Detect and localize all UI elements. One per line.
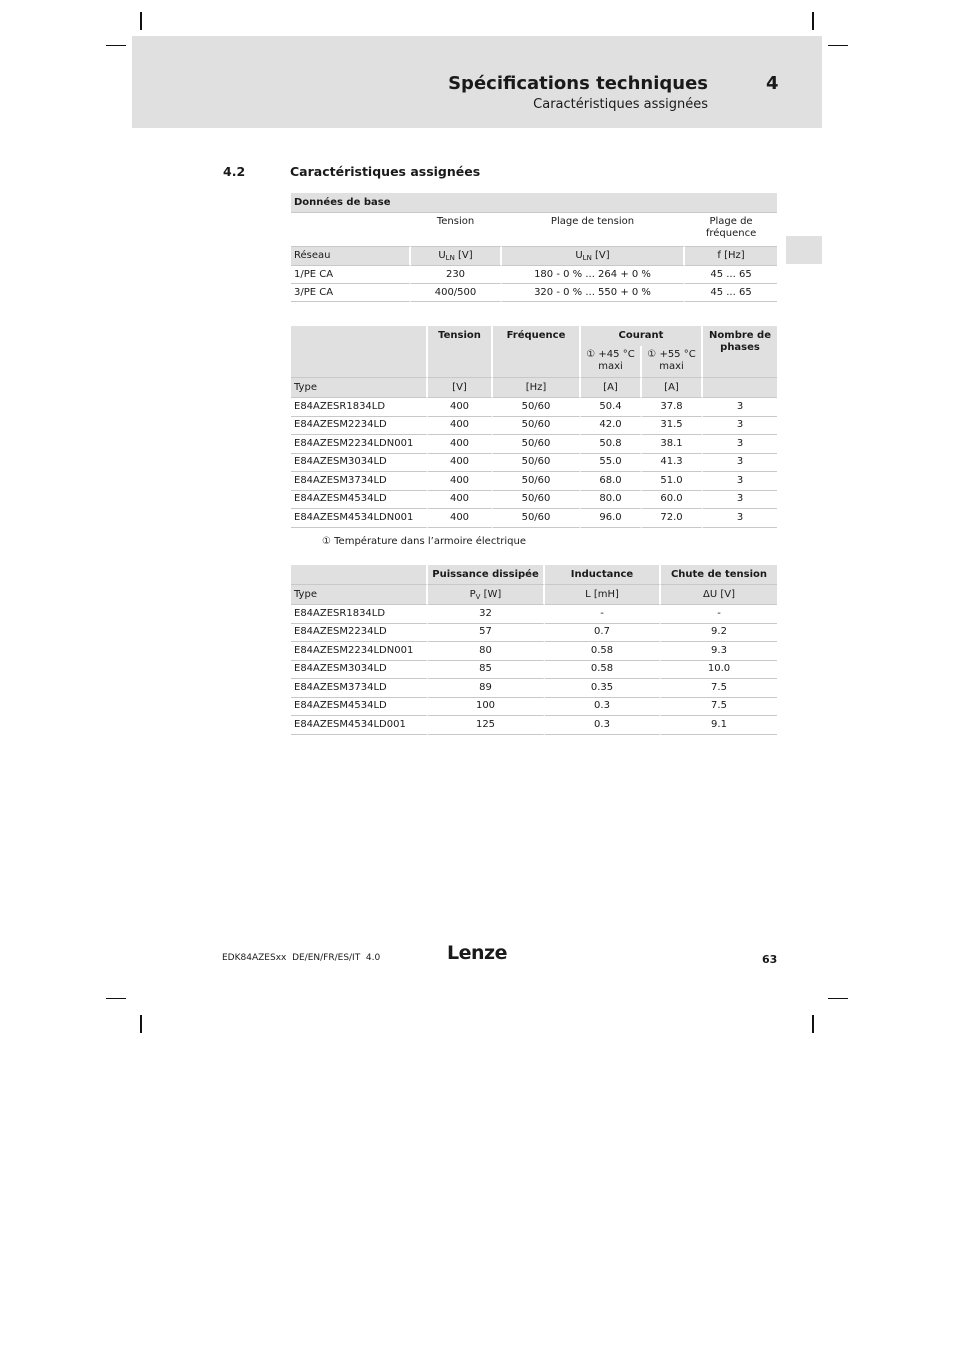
cell-current-55: 41.3 bbox=[642, 454, 703, 473]
header-type: Type bbox=[291, 378, 428, 398]
cell-tension: 230 bbox=[411, 266, 502, 284]
cell-voltage: 400 bbox=[428, 509, 493, 528]
cell-type: E84AZESM2234LDN001 bbox=[291, 642, 428, 661]
cell-type: E84AZESM3734LD bbox=[291, 679, 428, 698]
table-caption: Données de base bbox=[291, 193, 777, 213]
table-losses bbox=[291, 565, 777, 735]
cell-freq: 45 ... 65 bbox=[685, 284, 777, 302]
cell-type: E84AZESM2234LDN001 bbox=[291, 435, 428, 454]
unit-a: [A] bbox=[642, 378, 703, 398]
footnote: ① Température dans l’armoire électrique bbox=[322, 536, 526, 547]
unit-symbol: U bbox=[438, 250, 446, 261]
side-tab bbox=[786, 236, 822, 264]
unit-mh: L [mH] bbox=[545, 585, 661, 605]
section-number: 4.2 bbox=[223, 164, 246, 179]
table-row bbox=[291, 491, 777, 510]
cell-type: E84AZESM3734LD bbox=[291, 472, 428, 491]
unit-label: [V] bbox=[454, 250, 473, 261]
header-plage: Plage de tension bbox=[502, 213, 685, 247]
cell-inductance: 0.3 bbox=[545, 698, 661, 717]
cell-phases: 3 bbox=[703, 454, 777, 473]
cell-current-45: 50.8 bbox=[581, 435, 642, 454]
table-row bbox=[291, 398, 777, 417]
page-number: 63 bbox=[762, 953, 778, 966]
unit-v: [V] bbox=[428, 378, 493, 398]
table-base-data bbox=[291, 193, 777, 302]
crop-mark bbox=[828, 998, 848, 999]
cell-voltage-drop: 9.3 bbox=[661, 642, 777, 661]
table-row bbox=[291, 454, 777, 473]
header-cell-empty bbox=[291, 326, 428, 378]
cell-type: E84AZESM3034LD bbox=[291, 454, 428, 473]
unit-label: [V] bbox=[591, 250, 610, 261]
header-inductance: Inductance bbox=[545, 565, 661, 585]
cell-frequency: 50/60 bbox=[493, 509, 581, 528]
unit-subscript: LN bbox=[582, 254, 592, 262]
crop-mark bbox=[106, 998, 126, 999]
cell-voltage-drop: 9.1 bbox=[661, 716, 777, 735]
table-row bbox=[291, 266, 777, 284]
cell-voltage: 400 bbox=[428, 454, 493, 473]
cell-reseau: 1/PE CA bbox=[291, 266, 411, 284]
table-row bbox=[291, 509, 777, 528]
cell-current-55: 60.0 bbox=[642, 491, 703, 510]
cell-current-45: 42.0 bbox=[581, 417, 642, 436]
unit-empty bbox=[703, 378, 777, 398]
unit-label: [W] bbox=[480, 588, 502, 600]
crop-mark bbox=[812, 12, 814, 30]
header-frequence: Plage de fréquence bbox=[685, 213, 777, 247]
table-row bbox=[291, 698, 777, 717]
cell-inductance: 0.7 bbox=[545, 624, 661, 643]
table-row bbox=[291, 624, 777, 643]
header-cell-empty bbox=[291, 565, 428, 585]
cell-power-loss: 32 bbox=[428, 605, 545, 624]
cell-power-loss: 89 bbox=[428, 679, 545, 698]
cell-voltage-drop: - bbox=[661, 605, 777, 624]
cell-inductance: 0.35 bbox=[545, 679, 661, 698]
table-row bbox=[291, 284, 777, 302]
cell-frequency: 50/60 bbox=[493, 454, 581, 473]
table-row bbox=[291, 472, 777, 491]
unit-uln bbox=[502, 247, 685, 266]
unit-hz: f [Hz] bbox=[685, 247, 777, 266]
cell-type: E84AZESM2234LD bbox=[291, 624, 428, 643]
cell-plage: 320 - 0 % ... 550 + 0 % bbox=[502, 284, 685, 302]
table-row bbox=[291, 435, 777, 454]
header-reseau: Réseau bbox=[291, 247, 411, 266]
cell-power-loss: 85 bbox=[428, 661, 545, 680]
cell-frequency: 50/60 bbox=[493, 491, 581, 510]
chapter-number: 4 bbox=[766, 73, 779, 94]
cell-freq: 45 ... 65 bbox=[685, 266, 777, 284]
cell-current-45: 96.0 bbox=[581, 509, 642, 528]
header-frequence: Fréquence bbox=[493, 326, 581, 378]
section-title: Caractéristiques assignées bbox=[290, 164, 481, 179]
cell-current-55: 38.1 bbox=[642, 435, 703, 454]
cell-phases: 3 bbox=[703, 435, 777, 454]
unit-hz: [Hz] bbox=[493, 378, 581, 398]
cell-phases: 3 bbox=[703, 472, 777, 491]
cell-current-55: 37.8 bbox=[642, 398, 703, 417]
chapter-subtitle: Caractéristiques assignées bbox=[533, 97, 708, 112]
cell-type: E84AZESM4534LD bbox=[291, 491, 428, 510]
cell-current-45: 50.4 bbox=[581, 398, 642, 417]
cell-voltage: 400 bbox=[428, 435, 493, 454]
cell-phases: 3 bbox=[703, 491, 777, 510]
header-cell-empty bbox=[291, 213, 411, 247]
cell-voltage: 400 bbox=[428, 491, 493, 510]
cell-tension: 400/500 bbox=[411, 284, 502, 302]
cell-inductance: 0.3 bbox=[545, 716, 661, 735]
cell-voltage: 400 bbox=[428, 417, 493, 436]
cell-type: E84AZESM2234LD bbox=[291, 417, 428, 436]
cell-power-loss: 125 bbox=[428, 716, 545, 735]
table-row bbox=[291, 605, 777, 624]
cell-voltage-drop: 7.5 bbox=[661, 698, 777, 717]
table-row bbox=[291, 417, 777, 436]
cell-frequency: 50/60 bbox=[493, 398, 581, 417]
cell-phases: 3 bbox=[703, 398, 777, 417]
cell-voltage-drop: 7.5 bbox=[661, 679, 777, 698]
cell-type: E84AZESR1834LD bbox=[291, 605, 428, 624]
header-puissance: Puissance dissipée bbox=[428, 565, 545, 585]
cell-type: E84AZESR1834LD bbox=[291, 398, 428, 417]
header-courant-45: ① +45 °C maxi bbox=[581, 346, 642, 378]
table-row bbox=[291, 716, 777, 735]
cell-type: E84AZESM4534LD bbox=[291, 698, 428, 717]
unit-a: [A] bbox=[581, 378, 642, 398]
chapter-title: Spécifications techniques bbox=[448, 73, 708, 94]
crop-mark bbox=[828, 45, 848, 46]
table-body bbox=[291, 398, 777, 528]
cell-power-loss: 100 bbox=[428, 698, 545, 717]
cell-current-55: 72.0 bbox=[642, 509, 703, 528]
cell-voltage: 400 bbox=[428, 398, 493, 417]
cell-inductance: 0.58 bbox=[545, 642, 661, 661]
table-row bbox=[291, 679, 777, 698]
table-row bbox=[291, 661, 777, 680]
unit-subscript: LN bbox=[445, 254, 455, 262]
header-type: Type bbox=[291, 585, 428, 605]
cell-type: E84AZESM4534LD001 bbox=[291, 716, 428, 735]
header-courant-55: ① +55 °C maxi bbox=[642, 346, 703, 378]
lenze-logo: Lenze bbox=[447, 942, 507, 964]
table-current bbox=[291, 326, 777, 528]
cell-power-loss: 57 bbox=[428, 624, 545, 643]
cell-plage: 180 - 0 % ... 264 + 0 % bbox=[502, 266, 685, 284]
cell-frequency: 50/60 bbox=[493, 435, 581, 454]
cell-frequency: 50/60 bbox=[493, 417, 581, 436]
unit-du: ΔU [V] bbox=[661, 585, 777, 605]
cell-type: E84AZESM4534LDN001 bbox=[291, 509, 428, 528]
cell-voltage-drop: 10.0 bbox=[661, 661, 777, 680]
cell-voltage-drop: 9.2 bbox=[661, 624, 777, 643]
table-body bbox=[291, 605, 777, 735]
crop-mark bbox=[140, 12, 142, 30]
header-chute: Chute de tension bbox=[661, 565, 777, 585]
cell-type: E84AZESM3034LD bbox=[291, 661, 428, 680]
unit-uln bbox=[411, 247, 502, 266]
cell-reseau: 3/PE CA bbox=[291, 284, 411, 302]
cell-current-55: 51.0 bbox=[642, 472, 703, 491]
cell-current-45: 80.0 bbox=[581, 491, 642, 510]
table-row bbox=[291, 642, 777, 661]
header-phases: Nombre de phases bbox=[703, 326, 777, 378]
cell-inductance: 0.58 bbox=[545, 661, 661, 680]
cell-power-loss: 80 bbox=[428, 642, 545, 661]
cell-current-45: 68.0 bbox=[581, 472, 642, 491]
header-tension: Tension bbox=[411, 213, 502, 247]
crop-mark bbox=[106, 45, 126, 46]
cell-phases: 3 bbox=[703, 509, 777, 528]
unit-pv bbox=[428, 585, 545, 605]
footer-doc-ref: EDK84AZESxx DE/EN/FR/ES/IT 4.0 bbox=[222, 953, 381, 963]
header-tension: Tension bbox=[428, 326, 493, 378]
cell-voltage: 400 bbox=[428, 472, 493, 491]
cell-current-55: 31.5 bbox=[642, 417, 703, 436]
cell-inductance: - bbox=[545, 605, 661, 624]
unit-symbol: U bbox=[575, 250, 583, 261]
cell-current-45: 55.0 bbox=[581, 454, 642, 473]
header-courant: Courant bbox=[581, 326, 703, 346]
unit-symbol: P bbox=[469, 588, 476, 600]
unit-subscript: V bbox=[475, 592, 481, 601]
cell-frequency: 50/60 bbox=[493, 472, 581, 491]
cell-phases: 3 bbox=[703, 417, 777, 436]
crop-mark bbox=[812, 1015, 814, 1033]
crop-mark bbox=[140, 1015, 142, 1033]
